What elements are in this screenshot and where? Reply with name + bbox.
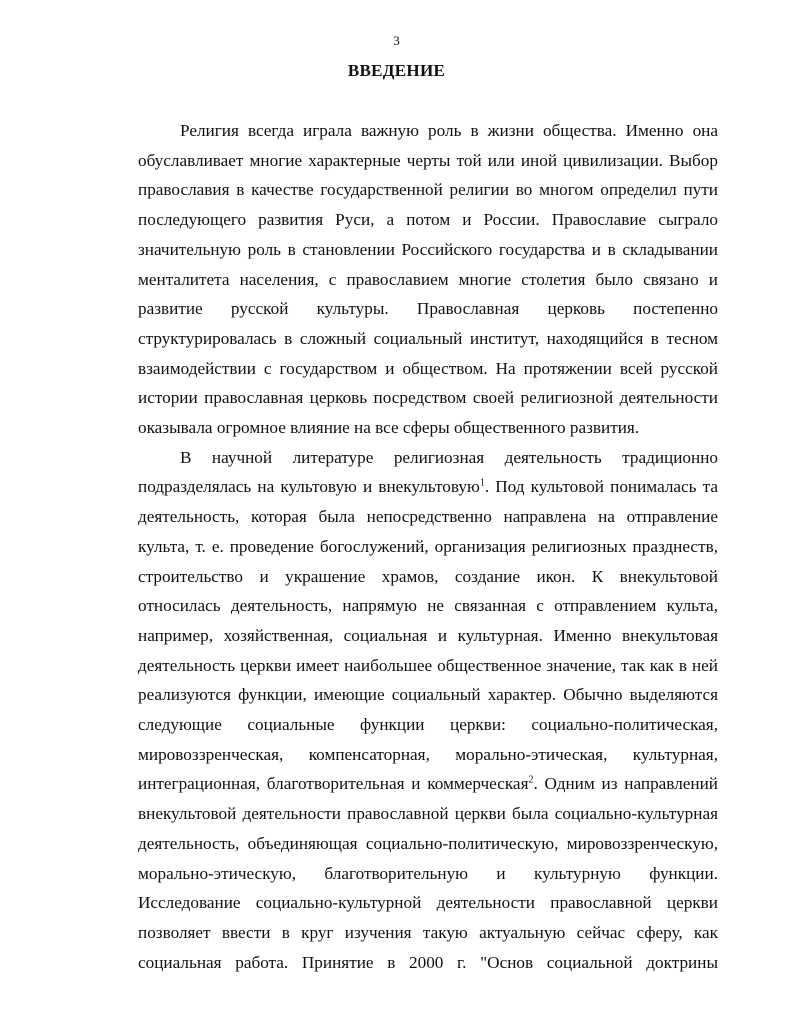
- text-line: [138, 799, 718, 829]
- section-title: ВВЕДЕНИЕ: [347, 61, 446, 80]
- line-text: деятельность, объединяющая социально-политическую, мировоззренческую,: [138, 833, 718, 853]
- text-line: [138, 918, 718, 948]
- line-text: значительную роль в становлении Российского государства и в складывании: [138, 239, 718, 259]
- text-line: [138, 354, 718, 384]
- text-line: [138, 562, 718, 592]
- text-line: [138, 859, 718, 889]
- text-line: [138, 888, 718, 918]
- line-text: последующего развития Руси, а потом и России. Православие сыграло: [138, 210, 718, 230]
- text-line: [138, 710, 718, 740]
- line-text: позволяет ввести в круг изучения такую актуальную сейчас сферу, как: [138, 922, 718, 942]
- text-line: [138, 324, 718, 354]
- line-text: интеграционная, благотворительная и коммерческая: [138, 774, 529, 794]
- line-text: например, хозяйственная, социальная и культурная. Именно внекультовая: [138, 625, 718, 645]
- footnote-marker: 2: [528, 774, 534, 786]
- line-text: социальная работа. Принятие в 2000 г. "Основ социальной доктрины: [138, 952, 718, 972]
- text-line: [180, 443, 718, 473]
- text-line: [180, 116, 718, 146]
- line-text: развитие русской культуры. Православная церковь постепенно: [138, 299, 718, 319]
- text-line: [138, 591, 718, 621]
- line-text: подразделялась на культовую и внекультовую: [138, 477, 480, 497]
- text-line: [138, 146, 718, 176]
- line-text: следующие социальные функции церкви: социально-политическая,: [138, 715, 718, 734]
- text-line: [138, 413, 718, 443]
- line-text: деятельность церкви имеет наибольшее общественное значение, так как в ней: [138, 655, 718, 675]
- text-line: [138, 740, 718, 770]
- line-text: В научной литературе религиозная деятельность традиционно: [180, 447, 718, 467]
- text-line: [138, 769, 718, 799]
- line-text: менталитета населения, с православием многие столетия было связано и: [138, 269, 718, 289]
- text-line: [138, 383, 718, 413]
- text-line: [138, 502, 718, 532]
- text-line: [138, 680, 718, 710]
- text-line: [138, 294, 718, 324]
- text-line: [138, 472, 718, 502]
- text-line: [138, 265, 718, 295]
- line-text-continued: . Под культовой понималась та: [484, 477, 718, 497]
- line-text: взаимодействии с государством и обществом. На протяжении всей русской: [138, 358, 718, 378]
- line-text: Исследование социально-культурной деятельности православной церкви: [138, 893, 718, 913]
- page-number: 3: [393, 33, 400, 48]
- line-text: морально-этическую, благотворительную и культурную функции.: [138, 863, 718, 883]
- line-text: обуславливает многие характерные черты той или иной цивилизации. Выбор: [138, 150, 718, 170]
- line-text: истории православная церковь посредством своей религиозной деятельности: [138, 388, 718, 408]
- line-text: Религия всегда играла важную роль в жизни общества. Именно она: [180, 121, 718, 140]
- line-text-continued: . Одним из направлений: [533, 774, 718, 794]
- footnote-marker: 1: [479, 477, 485, 489]
- text-line: [138, 205, 718, 235]
- text-line: [138, 235, 718, 265]
- line-text: православия в качестве государственной религии во многом определил пути: [138, 180, 718, 200]
- text-line: [138, 532, 718, 562]
- line-text: реализуются функции, имеющие социальный характер. Обычно выделяются: [138, 685, 718, 705]
- line-text: оказывала огромное влияние на все сферы общественного развития.: [138, 418, 640, 437]
- text-line: [138, 948, 718, 978]
- text-line: [138, 175, 718, 205]
- line-text: внекультовой деятельности православной церкви была социально-культурная: [138, 804, 718, 824]
- text-line: [138, 651, 718, 681]
- line-text: деятельность, которая была непосредственно направлена на отправление: [138, 507, 718, 527]
- text-line: [138, 621, 718, 651]
- line-text: культа, т. е. проведение богослужений, организация религиозных празднеств,: [138, 536, 718, 556]
- line-text: структурировалась в сложный социальный институт, находящийся в тесном: [138, 328, 718, 348]
- line-text: относилась деятельность, напрямую не связанная с отправлением культа,: [138, 596, 718, 616]
- line-text: строительство и украшение храмов, создание икон. К внекультовой: [138, 566, 718, 586]
- line-text: мировоззренческая, компенсаторная, морально-этическая, культурная,: [138, 744, 718, 764]
- text-line: [138, 829, 718, 859]
